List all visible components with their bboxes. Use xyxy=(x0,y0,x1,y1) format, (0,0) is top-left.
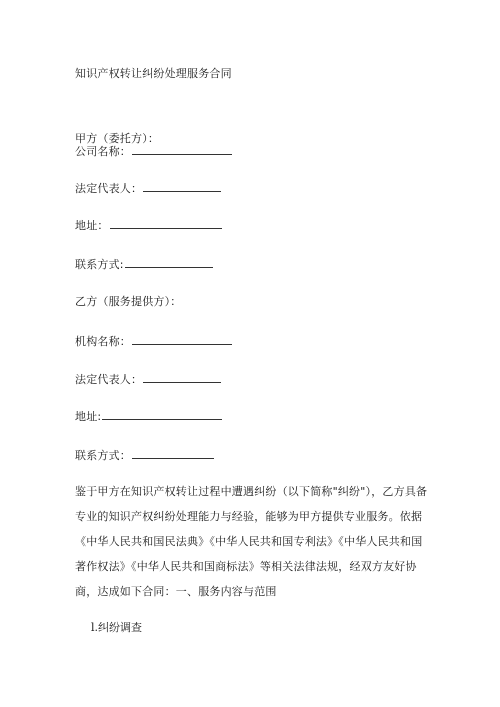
party-b-rep-label: 法定代表人： xyxy=(75,373,143,386)
preamble-paragraph xyxy=(75,479,435,604)
preamble-line: 著作权法》《中华人民共和国商标法》等相关法律法规，经双方友好协 xyxy=(75,560,417,573)
party-b-rep-row xyxy=(75,371,221,387)
party-b-contact-field[interactable] xyxy=(132,447,214,459)
party-b-contact-label: 联系方式： xyxy=(75,449,131,462)
party-a-address-row xyxy=(75,217,222,233)
preamble-line: 商，达成如下合同：一、服务内容与范围 xyxy=(75,585,277,598)
party-a-company-row xyxy=(75,143,232,159)
party-a-rep-row xyxy=(75,180,221,196)
party-b-contact-row xyxy=(75,447,214,463)
preamble-line: 鉴于甲方在知识产权转让过程中遭遇纠纷（以下简称"纠纷"），乙方具备 xyxy=(75,485,428,498)
party-b-org-label: 机构名称： xyxy=(75,335,131,348)
party-a-contact-field[interactable] xyxy=(125,256,213,268)
document-title: 知识产权转让纠纷处理服务合同 xyxy=(75,67,232,80)
party-a-contact-row xyxy=(75,256,213,272)
party-b-org-row xyxy=(75,333,232,349)
preamble-line: 《中华人民共和国民法典》《中华人民共和国专利法》《中华人民共和国 xyxy=(75,535,423,548)
party-b-rep-field[interactable] xyxy=(143,371,221,383)
party-a-heading: 甲方（委托方）： xyxy=(75,132,160,145)
party-a-rep-label: 法定代表人： xyxy=(75,182,143,195)
preamble-line: 专业的知识产权纠纷处理能力与经验，能够为甲方提供专业服务。依据 xyxy=(75,510,423,523)
party-b-address-field[interactable] xyxy=(102,408,222,420)
party-a-company-field[interactable] xyxy=(132,143,232,155)
party-a-rep-field[interactable] xyxy=(143,180,221,192)
party-a-contact-label: 联系方式: xyxy=(75,258,124,271)
party-b-org-field[interactable] xyxy=(132,333,232,345)
party-b-address-row xyxy=(75,408,222,424)
party-a-company-label: 公司名称： xyxy=(75,145,131,158)
section-heading: l.纠纷调查 xyxy=(91,621,143,634)
party-b-address-label: 地址: xyxy=(75,410,102,423)
party-b-heading: 乙方（服务提供方）： xyxy=(75,295,182,308)
party-a-address-label: 地址： xyxy=(75,219,109,232)
party-a-address-field[interactable] xyxy=(110,217,222,229)
